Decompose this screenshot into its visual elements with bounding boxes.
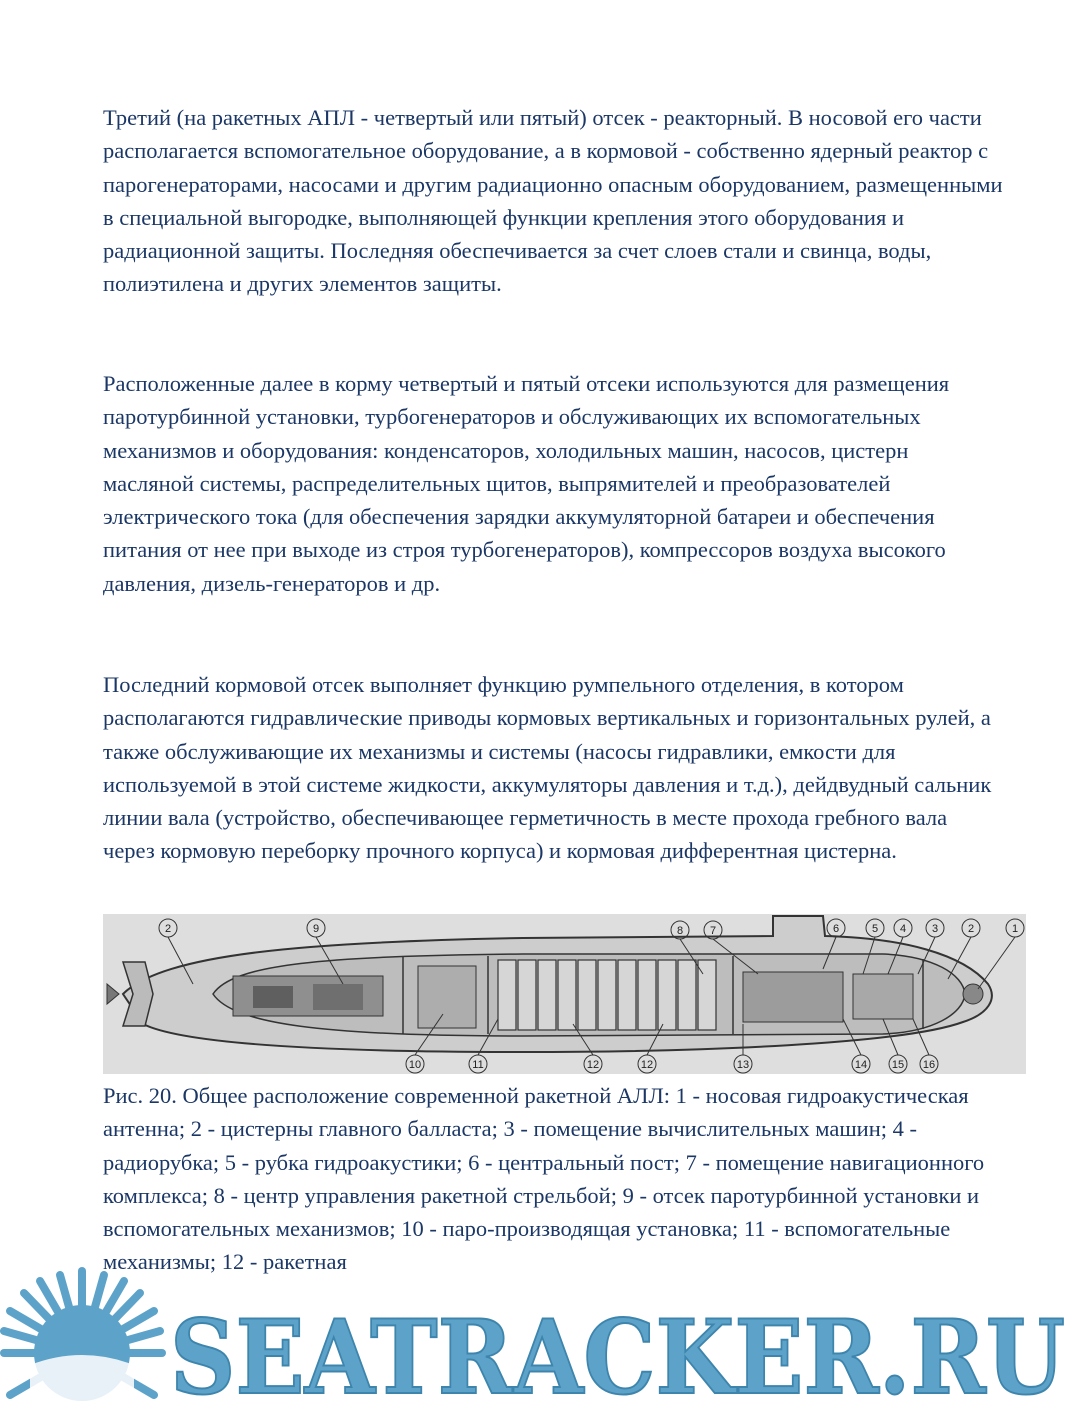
callout-15: 15 <box>891 1059 905 1071</box>
callout-2-stern: 2 <box>164 923 172 935</box>
callout-12-a: 12 <box>586 1059 600 1071</box>
callout-13: 13 <box>736 1059 750 1071</box>
missile-tubes <box>498 960 716 1030</box>
figure-caption: Рис. 20. Общее расположение современной ракетной АЛЛ: 1 - носовая гидроакустическая антенна; 2 - цистерны главного балласта; 3 - помещение вычислительных машин; 4 - радиорубка; 5 - рубка гидроакустики; 6 - центральный пост; 7 - помещение навигационного комплекса; 8 - центр управления ракетной стрельбой; 9 - отсек паротурбинной установки и вспомогательных механизмов; 10 - паро-производящая установка; 11 - вспомогательные механизмы; 12 - ракетная <box>103 1083 985 1275</box>
callout-9: 9 <box>312 923 320 935</box>
paragraph-stern-compartment: Последний кормовой отсек выполняет функцию румпельного отделения, в котором располагаются гидравлические приводы кормовых вертикальных и горизонтальных рулей, а также обслуживающие их механизмы и системы (насосы гидравлики, емкости для используемой в этой системе жидкости, аккумуляторы давления и т.д.), дейдвудный сальник линии вала (устройство, обеспечивающее герметичность в месте прохода гребного вала через кормовую переборку прочного корпуса) и кормовая дифферентная цистерна. <box>103 672 992 864</box>
callout-8: 8 <box>676 925 684 937</box>
callout-10: 10 <box>408 1059 422 1071</box>
callout-4: 4 <box>899 923 907 935</box>
callout-7: 7 <box>709 925 717 937</box>
callout-1: 1 <box>1011 923 1019 935</box>
propeller <box>107 984 119 1004</box>
callout-14: 14 <box>854 1059 868 1071</box>
paragraph-turbine-compartments: Расположенные далее в корму четвертый и пятый отсеки используются для размещения паротурбинной установки, турбогенераторов и обслуживающих их вспомогательных механизмов и оборудования: конденсаторов, холодильных машин, насосов, цистерн масляной системы, распределительных щитов, выпрямителей и преобразователей электрического тока (для обеспечения зарядки аккумуляторной батареи и обеспечения питания от нее при выходе из строя турбогенераторов), компрессоров воздуха высокого давления, дизель-генераторов и др. <box>103 371 950 596</box>
watermark-banner <box>0 1265 1080 1425</box>
callout-2-bow: 2 <box>967 923 975 935</box>
watermark-text: SEATRACKER.RU <box>170 1298 1065 1418</box>
submarine-diagram <box>103 914 1026 1074</box>
callout-16: 16 <box>922 1059 936 1071</box>
callout-6: 6 <box>832 923 840 935</box>
callout-11: 11 <box>472 1059 484 1071</box>
paragraph-reactor-compartment: Третий (на ракетных АПЛ - четвертый или пятый) отсек - реакторный. В носовой его части располагается вспомогательное оборудование, а в кормовой - собственно ядерный реактор с парогенераторами, насосами и другим радиационно опасным оборудованием, размещенными в специальной выгородке, выполняющей функции крепления этого оборудования и радиационной защиты. Последняя обеспечивается за счет слоев стали и свинца, воды, полиэтилена и других элементов защиты. <box>103 105 1003 297</box>
callout-12-b: 12 <box>640 1059 654 1071</box>
reactor <box>418 966 476 1028</box>
callout-3: 3 <box>931 923 939 935</box>
callout-5: 5 <box>871 923 879 935</box>
control-compartments <box>743 972 843 1022</box>
sun-logo-icon <box>4 1271 162 1425</box>
